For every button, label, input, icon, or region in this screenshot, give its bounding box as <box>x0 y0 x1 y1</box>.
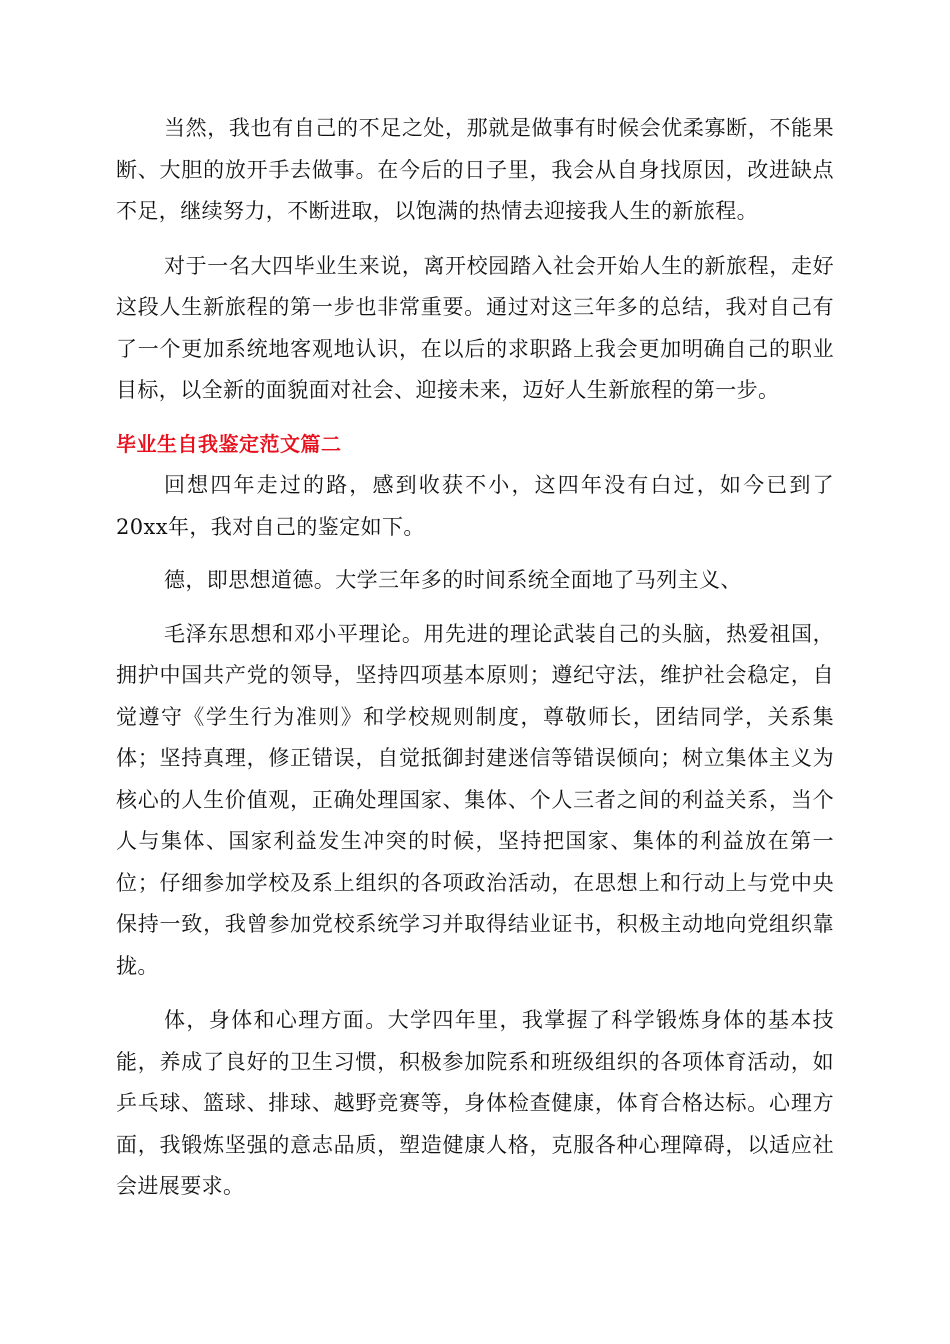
paragraph: 德，即思想道德。大学三年多的时间系统全面地了马列主义、 <box>164 568 742 592</box>
section-heading: 毕业生自我鉴定范文篇二 <box>116 431 342 456</box>
paragraph: 体，身体和心理方面。大学四年里，我掌握了科学锻炼身体的基本技能，养成了良好的卫生习惯，积极参加院系和班级组织的各项体育活动，如乒乓球、篮球、排球、越野竞赛等，身体检查健康，体育合格达标。心理方面，我锻炼坚强的意志品质，塑造健康人格，克服各种心理障碍，以适应社会进展要求。 <box>116 1008 834 1198</box>
document-page <box>116 108 834 1208</box>
paragraph: 对于一名大四毕业生来说，离开校园踏入社会开始人生的新旅程，走好这段人生新旅程的第一步也非常重要。通过对这三年多的总结，我对自己有了一个更加系统地客观地认识，在以后的求职路上我会更加明确自己的职业目标，以全新的面貌面对社会、迎接未来，迈好人生新旅程的第一步。 <box>116 253 834 402</box>
paragraph: 当然，我也有自己的不足之处，那就是做事有时候会优柔寡断，不能果断、大胆的放开手去做事。在今后的日子里，我会从自身找原因，改进缺点不足，继续努力，不断进取，以饱满的热情去迎接我人生的新旅程。 <box>116 116 834 223</box>
paragraph: 回想四年走过的路，感到收获不小，这四年没有白过，如今已到了20xx年，我对自己的鉴定如下。 <box>116 473 834 539</box>
paragraph: 毛泽东思想和邓小平理论。用先进的理论武装自己的头脑，热爱祖国，拥护中国共产党的领导，坚持四项基本原则；遵纪守法，维护社会稳定，自觉遵守《学生行为准则》和学校规则制度，尊敬师长，团结同学，关系集体；坚持真理，修正错误，自觉抵御封建迷信等错误倾向；树立集体主义为核心的人生价值观，正确处理国家、集体、个人三者之间的利益关系，当个人与集体、国家利益发生冲突的时候，坚持把国家、集体的利益放在第一位；仔细参加学校及系上组织的各项政治活动，在思想上和行动上与党中央保持一致，我曾参加党校系统学习并取得结业证书，积极主动地向党组织靠拢。 <box>116 621 834 978</box>
